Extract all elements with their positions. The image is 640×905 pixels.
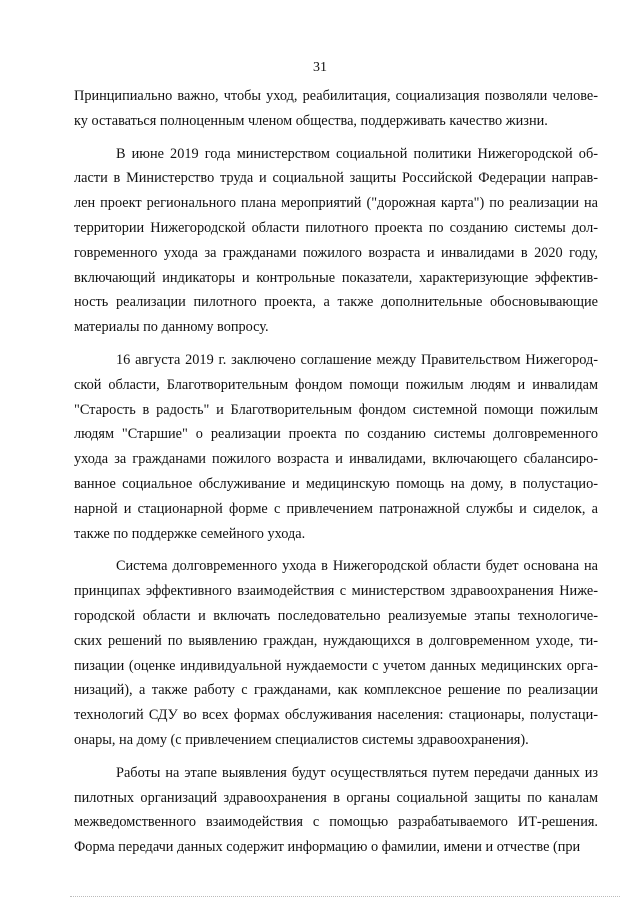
text-line: говременного ухода за гражданами пожилого возраста и инвалидами в 2020 году, [74, 244, 598, 261]
paragraph-gap [74, 546, 598, 554]
text-line: Принципиально важно, чтобы уход, реабилитация, социализация позволяли челове- [74, 88, 598, 104]
text-line: Форма передачи данных содержит информацию о фамилии, имени и отчестве (при [74, 839, 581, 856]
text-line: ской области, Благотворительным фондом помощи пожилым людям и инвалидам [74, 376, 598, 393]
paragraph-gap [74, 753, 598, 761]
text-line: пизации (оценке индивидуальной нуждаемости с учетом данных медицинских орга- [74, 657, 598, 674]
text-line: ку оставаться полноценным членом общества, поддерживать качество жизни. [74, 112, 548, 129]
text-line: принципах эффективного взаимодействия с министерством здравоохранения Ниже- [74, 583, 598, 600]
text-line: нарной и стационарной форме с привлечением патронажной службы и сиделок, а [74, 500, 598, 517]
text-line: ских решений по выявлению граждан, нуждающихся в долговременном уходе, ти- [74, 632, 598, 649]
paragraph [74, 761, 598, 860]
text-line: людям "Старшие" о реализации проекта по созданию системы долговременного [74, 426, 598, 443]
text-line: технологий СДУ во всех формах обслуживания населения: стационары, полустаци- [74, 707, 598, 724]
text-line: В июне 2019 года министерством социальной политики Нижегородской об- [116, 145, 598, 162]
paragraph [74, 84, 598, 134]
text-line: ванное социальное обслуживание и медицинскую помощь на дому, в полустацио- [74, 475, 598, 492]
paragraph [74, 348, 598, 546]
text-line: межведомственного взаимодействия с помощью разрабатываемого ИТ-решения. [74, 814, 598, 831]
text-line: 16 августа 2019 г. заключено соглашение между Правительством Нижегород- [116, 351, 598, 368]
text-line: "Старость в радость" и Благотворительным фондом системной помощи пожилым [74, 401, 598, 418]
text-line: Система долговременного ухода в Нижегородской области будет основана на [116, 558, 598, 575]
text-line: онары, на дому (с привлечением специалистов системы здравоохранения). [74, 731, 529, 748]
paragraph [74, 142, 598, 340]
text-line: включающий индикаторы и контрольные показатели, характеризующие эффектив- [74, 269, 598, 286]
text-line: лен проект регионального плана мероприятий ("дорожная карта") по реализации на [74, 195, 598, 212]
text-line: также по поддержке семейного ухода. [74, 525, 306, 542]
paragraph-gap [74, 340, 598, 348]
paragraph [74, 554, 598, 752]
text-line: ность реализации пилотного проекта, а также дополнительные обосновывающие [74, 294, 598, 311]
text-line: ухода за гражданами пожилого возраста и инвалидами, включающего сбалансиро- [74, 451, 598, 468]
text-line: материалы по данному вопросу. [74, 319, 269, 336]
text-line: пилотных организаций здравоохранения в органы социальной защиты по каналам [74, 789, 598, 806]
text-line: ласти в Министерство труда и социальной защиты Российской Федерации направ- [74, 170, 598, 187]
bottom-scan-edge [70, 896, 620, 897]
text-line: низаций), а также работу с гражданами, как комплексное решение по реализации [74, 682, 598, 699]
paragraph-gap [74, 134, 598, 142]
body-text [74, 84, 598, 860]
text-line: Работы на этапе выявления будут осуществляться путем передачи данных из [116, 764, 598, 781]
text-line: территории Нижегородской области пилотного проекта по созданию системы дол- [74, 219, 598, 236]
text-line: городской области и включать последовательно реализуемые этапы технологиче- [74, 607, 598, 624]
page-number: 31 [313, 60, 327, 75]
